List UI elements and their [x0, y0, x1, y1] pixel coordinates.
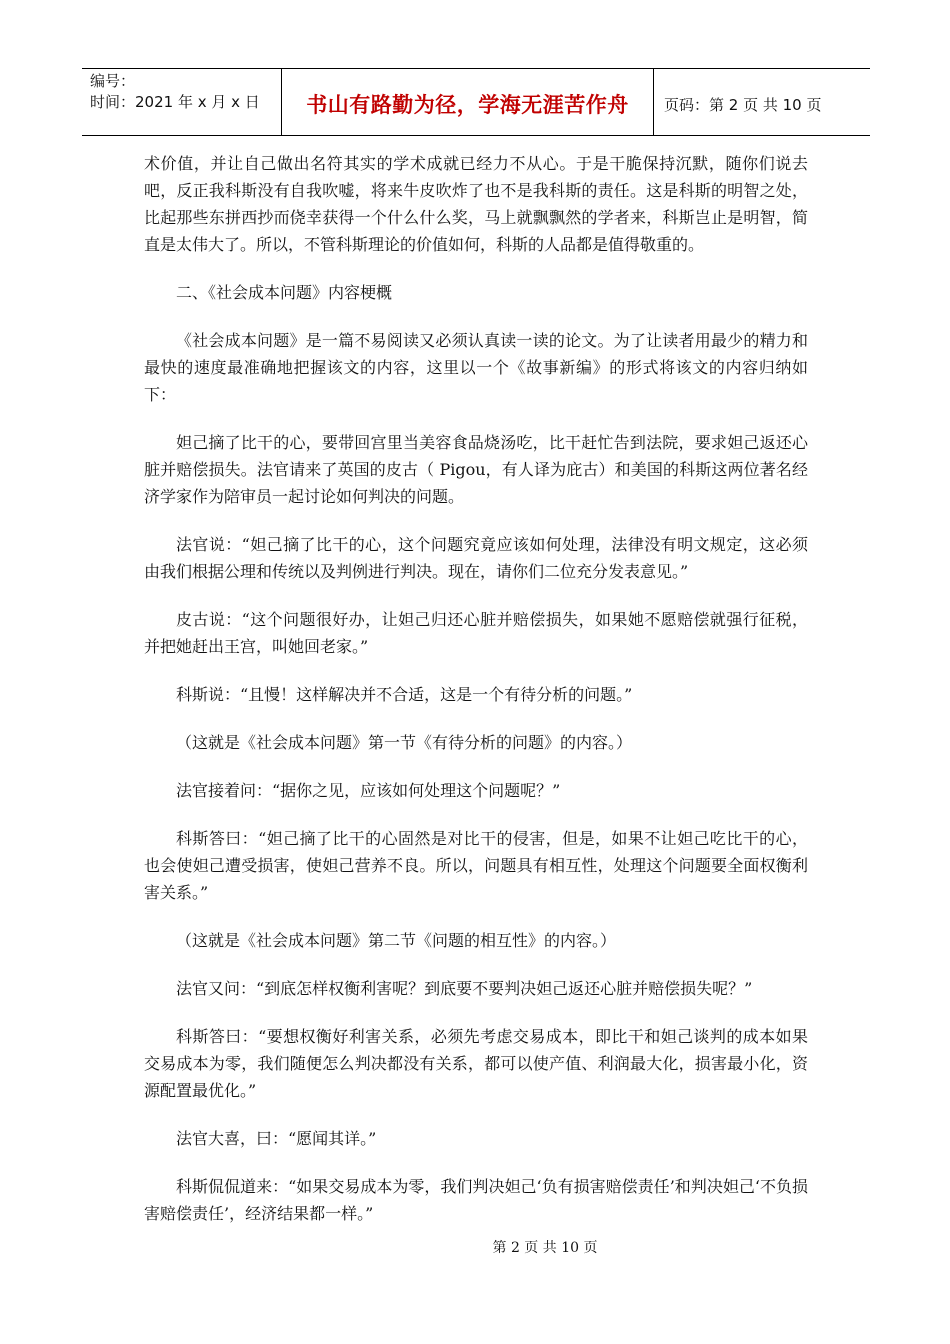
date-label: 时间：2021 年 x 月 x 日 — [90, 93, 260, 111]
page-info: 页码：第 2 页 共 10 页 — [664, 95, 822, 114]
document-body — [144, 150, 808, 1248]
header-table — [82, 68, 870, 136]
paragraph: 妲己摘了比干的心，要带回宫里当美容食品烧汤吃，比干赶忙告到法院，要求妲己返还心脏并赔偿损失。法官请来了英国的皮古（ Pigou，有人译为庇古）和美国的科斯这两位著名经济学家作为陪审员一起讨论如何判决的问题。 — [144, 433, 808, 506]
footer-page-number: 第 2 页 共 10 页 — [492, 1240, 598, 1256]
paragraph: （这就是《社会成本问题》第一节《有待分析的问题》的内容。） — [176, 733, 633, 752]
paragraph: 科斯说：“且慢！这样解决并不合适，这是一个有待分析的问题。” — [176, 685, 633, 704]
paragraph: 皮古说：“这个问题很好办，让妲己归还心脏并赔偿损失，如果她不愿赔偿就强行征税，并把她赶出王宫，叫她回老家。” — [144, 610, 808, 656]
paragraph: 科斯答曰：“妲己摘了比干的心固然是对比干的侵害，但是，如果不让妲己吃比干的心，也会使妲己遭受损害，使妲己营养不良。所以，问题具有相互性，处理这个问题要全面权衡利害关系。” — [144, 829, 808, 902]
paragraph: 法官接着问：“据你之见，应该如何处理这个问题呢？” — [176, 781, 561, 800]
paragraph: 法官大喜，曰：“愿闻其详。” — [176, 1129, 377, 1148]
paragraph: 《社会成本问题》是一篇不易阅读又必须认真读一读的论文。为了让读者用最少的精力和最快的速度最准确地把握该文的内容，这里以一个《故事新编》的形式将该文的内容归纳如下： — [144, 331, 808, 404]
page-footer — [0, 1237, 950, 1257]
header-page-cell — [654, 69, 870, 135]
section-heading: 二、《社会成本问题》内容梗概 — [176, 283, 393, 302]
paragraph: （这就是《社会成本问题》第二节《问题的相互性》的内容。） — [176, 931, 617, 950]
number-label: 编号： — [90, 72, 136, 90]
paragraph: 术价值，并让自己做出名符其实的学术成就已经力不从心。于是干脆保持沉默，随你们说去吧，反正我科斯没有自我吹嘘，将来牛皮吹炸了也不是我科斯的责任。这是科斯的明智之处，比起那些东拼西抄而侥幸获得一个什么什么奖，马上就飘飘然的学者来，科斯岂止是明智，简直是太伟大了。所以，不管科斯理论的价值如何，科斯的人品都是值得敬重的。 — [144, 154, 808, 254]
header-meta-cell — [82, 69, 282, 135]
paragraph: 科斯答曰：“要想权衡好利害关系，必须先考虑交易成本，即比干和妲己谈判的成本如果交易成本为零，我们随便怎么判决都没有关系，都可以使产值、利润最大化，损害最小化，资源配置最优化。” — [144, 1027, 808, 1100]
paragraph: 科斯侃侃道来：“如果交易成本为零，我们判决妲己‘负有损害赔偿责任’和判决妲己‘不负损害赔偿责任’，经济结果都一样。” — [144, 1177, 808, 1223]
paragraph: 法官又问：“到底怎样权衡利害呢？到底要不要判决妲己返还心脏并赔偿损失呢？” — [176, 979, 753, 998]
motto-text: 书山有路勤为径，学海无涯苦作舟 — [306, 93, 629, 117]
paragraph: 法官说：“妲己摘了比干的心，这个问题究竟应该如何处理，法律没有明文规定，这必须由我们根据公理和传统以及判例进行判决。现在，请你们二位充分发表意见。” — [144, 535, 808, 581]
header-motto-cell — [282, 69, 654, 135]
